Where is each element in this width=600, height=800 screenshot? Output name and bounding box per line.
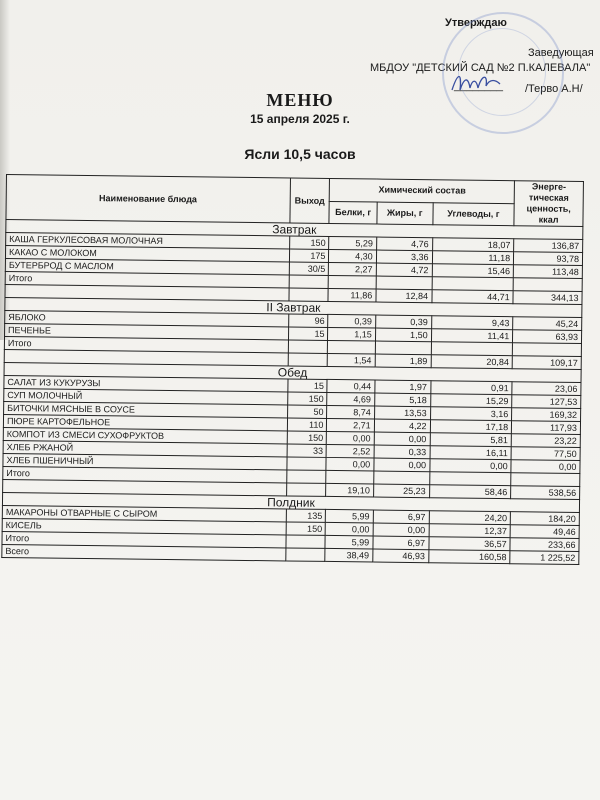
cell-carb: 17,18: [430, 420, 512, 434]
group-name: Ясли 10,5 часов: [244, 146, 356, 162]
cell-fat: 0,00: [374, 432, 430, 446]
cell-fat: 6,97: [373, 510, 429, 524]
cell-protein: [329, 275, 376, 289]
cell-fat: 25,23: [373, 484, 429, 498]
cell-name: БИТОЧКИ МЯСНЫЕ В СОУСЕ: [4, 401, 288, 417]
cell-energy: 23,22: [511, 434, 580, 448]
menu-table: [1, 174, 584, 565]
cell-output: 150: [289, 236, 329, 249]
cell-output: 150: [287, 431, 327, 444]
cell-energy: 0,00: [511, 460, 580, 474]
approve-label: Утверждаю: [445, 17, 507, 29]
cell-fat: 0,00: [374, 458, 430, 472]
cell-fat: 1,89: [375, 354, 431, 368]
cell-carb: 15,46: [432, 264, 514, 278]
cell-protein: 0,44: [327, 379, 374, 393]
section-title: Обед: [4, 362, 581, 382]
cell-energy: 538,56: [511, 486, 580, 500]
cell-carb: 12,37: [429, 524, 511, 538]
header-fat: Жиры, г: [377, 202, 433, 225]
cell-energy: 184,20: [510, 512, 579, 526]
cell-protein: 0,00: [327, 431, 374, 445]
cell-protein: 8,74: [327, 405, 374, 419]
cell-fat: 0,00: [373, 523, 429, 537]
cell-name: МАКАРОНЫ ОТВАРНЫЕ С СЫРОМ: [2, 505, 286, 521]
cell-name: БУТЕРБРОД С МАСЛОМ: [5, 258, 289, 274]
cell-protein: 4,30: [329, 249, 376, 263]
document-title: МЕНЮ: [266, 90, 334, 110]
cell-carb: 3,16: [430, 407, 512, 421]
head-title: Заведующая: [528, 47, 594, 59]
cell-energy: 344,13: [513, 291, 582, 305]
cell-fat: [376, 276, 432, 290]
cell-carb: 16,11: [430, 446, 512, 460]
cell-protein: 19,10: [326, 483, 373, 497]
header-output: Выход: [290, 178, 330, 223]
cell-carb: [429, 472, 511, 486]
header-carb: Углеводы, г: [432, 202, 514, 225]
cell-output: [286, 470, 326, 483]
cell-name: Итого: [3, 466, 287, 482]
cell-name: Итого: [4, 336, 288, 352]
cell-protein: 2,27: [329, 262, 376, 276]
cell-protein: 11,86: [328, 288, 375, 302]
cell-fat: 6,97: [373, 536, 429, 550]
cell-carb: 58,46: [429, 485, 511, 499]
menu-table-body: [2, 220, 583, 565]
cell-fat: 1,50: [375, 328, 431, 342]
cell-name: КАКАО С МОЛОКОМ: [5, 246, 289, 262]
cell-energy: 109,17: [512, 356, 581, 370]
cell-energy: [513, 278, 582, 292]
cell-energy: 169,32: [512, 408, 581, 422]
cell-output: [288, 353, 328, 366]
cell-energy: 23,06: [512, 382, 581, 396]
cell-energy: 113,48: [513, 265, 582, 279]
cell-energy: 117,93: [512, 421, 581, 435]
cell-fat: [375, 341, 431, 355]
cell-fat: 5,18: [374, 393, 430, 407]
cell-name: ПЕЧЕНЬЕ: [5, 323, 289, 339]
cell-carb: 160,58: [428, 550, 510, 564]
cell-fat: 1,97: [375, 380, 431, 394]
cell-protein: 1,54: [328, 353, 375, 367]
signatory-name: /Терво А.Н/: [525, 83, 583, 95]
cell-energy: [513, 343, 582, 357]
cell-fat: 0,39: [375, 315, 431, 329]
section-title: II Завтрак: [5, 297, 582, 317]
cell-output: 175: [289, 249, 329, 262]
cell-energy: 77,50: [511, 447, 580, 461]
cell-output: 15: [288, 327, 328, 340]
cell-carb: 9,43: [431, 316, 513, 330]
cell-carb: 15,29: [430, 394, 512, 408]
cell-name: ХЛЕБ РЖАНОЙ: [3, 440, 287, 456]
cell-output: [288, 340, 328, 353]
cell-fat: 46,93: [372, 549, 428, 563]
cell-energy: 136,87: [514, 239, 583, 253]
cell-name: САЛАТ ИЗ КУКУРУЗЫ: [4, 375, 288, 391]
cell-energy: 93,78: [514, 252, 583, 266]
menu-date: 15 апреля 2025 г.: [250, 112, 350, 126]
cell-energy: 63,93: [513, 330, 582, 344]
cell-fat: 13,53: [374, 406, 430, 420]
cell-name: КИСЕЛЬ: [2, 518, 286, 534]
cell-fat: 3,36: [376, 250, 432, 264]
cell-output: 96: [288, 314, 328, 327]
cell-name: Всего: [2, 544, 286, 560]
cell-protein: 2,52: [326, 444, 373, 458]
cell-output: [286, 535, 326, 548]
cell-energy: 127,53: [512, 395, 581, 409]
header-dish-name: Наименование блюда: [6, 175, 290, 223]
organization-name: МБДОУ "ДЕТСКИЙ САД №2 П.КАЛЕВАЛА": [370, 62, 591, 74]
cell-carb: 11,18: [432, 251, 514, 265]
cell-output: [289, 288, 329, 301]
cell-protein: 5,29: [329, 236, 376, 250]
cell-fat: 0,33: [374, 445, 430, 459]
cell-fat: 4,22: [374, 419, 430, 433]
cell-protein: 2,71: [327, 418, 374, 432]
cell-carb: 24,20: [429, 511, 511, 525]
cell-protein: [326, 470, 373, 484]
cell-output: [289, 275, 329, 288]
cell-protein: 0,00: [326, 522, 373, 536]
cell-energy: 45,24: [513, 317, 582, 331]
cell-protein: [328, 340, 375, 354]
cell-carb: [431, 342, 513, 356]
cell-name: ХЛЕБ ПШЕНИЧНЫЙ: [3, 453, 287, 469]
cell-name: СУП МОЛОЧНЫЙ: [4, 388, 288, 404]
cell-output: 135: [286, 509, 326, 522]
cell-name: ПЮРЕ КАРТОФЕЛЬНОЕ: [3, 414, 287, 430]
cell-output: 150: [287, 392, 327, 405]
cell-name: ЯБЛОКО: [5, 310, 289, 326]
cell-fat: [373, 471, 429, 485]
cell-carb: 5,81: [430, 433, 512, 447]
cell-protein: 0,00: [326, 457, 373, 471]
cell-energy: 233,66: [510, 538, 579, 552]
cell-output: 30/5: [289, 262, 329, 275]
cell-output: [287, 457, 327, 470]
cell-protein: 5,99: [326, 509, 373, 523]
cell-name: КОМПОТ ИЗ СМЕСИ СУХОФРУКТОВ: [3, 427, 287, 443]
cell-output: 15: [287, 379, 327, 392]
section-title: Завтрак: [6, 220, 583, 240]
cell-carb: [432, 277, 514, 291]
cell-fat: 4,72: [376, 263, 432, 277]
cell-protein: 1,15: [328, 327, 375, 341]
header-chemical: Химический состав: [330, 178, 515, 203]
cell-output: 110: [287, 418, 327, 431]
cell-protein: 38,49: [325, 548, 372, 562]
cell-carb: 20,84: [431, 355, 513, 369]
header-protein: Белки, г: [329, 201, 377, 224]
cell-fat: 4,76: [376, 237, 432, 251]
header-energy: Энерге-тическая ценность, ккал: [514, 181, 583, 227]
cell-output: [286, 483, 326, 496]
cell-protein: 4,69: [327, 392, 374, 406]
cell-name: Итого: [5, 271, 289, 287]
cell-carb: 0,00: [429, 459, 511, 473]
cell-carb: 11,41: [431, 329, 513, 343]
cell-carb: 0,91: [430, 381, 512, 395]
signature-line: ________: [454, 80, 503, 92]
cell-carb: 18,07: [432, 238, 514, 252]
cell-output: 150: [286, 522, 326, 535]
cell-protein: 0,39: [328, 314, 375, 328]
cell-carb: 36,57: [429, 537, 511, 551]
section-title: Полдник: [2, 492, 579, 512]
cell-output: [285, 548, 325, 561]
cell-name: Итого: [2, 531, 286, 547]
cell-name: КАША ГЕРКУЛЕСОВАЯ МОЛОЧНАЯ: [6, 233, 290, 249]
cell-energy: 1 225,52: [510, 551, 579, 565]
cell-protein: 5,99: [325, 535, 372, 549]
cell-output: 33: [287, 444, 327, 457]
cell-carb: 44,71: [432, 290, 514, 304]
cell-output: 50: [287, 405, 327, 418]
cell-energy: 49,46: [510, 525, 579, 539]
cell-fat: 12,84: [376, 289, 432, 303]
cell-energy: [511, 473, 580, 487]
